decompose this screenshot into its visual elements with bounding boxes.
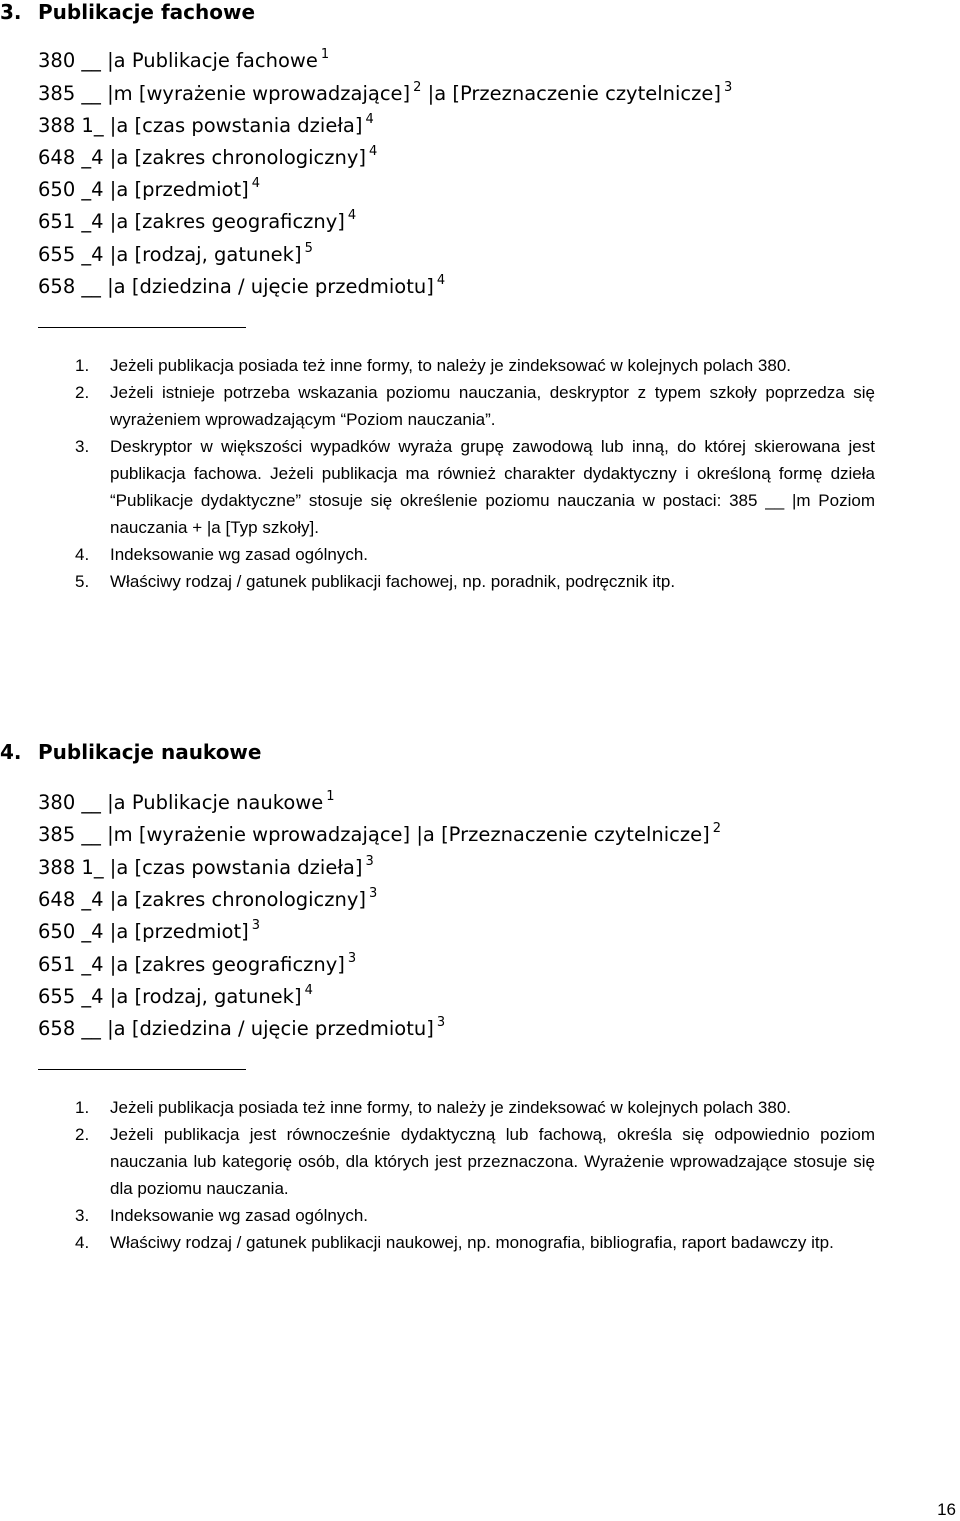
footnote-ref: 2 [712,821,721,836]
marc-field-655: 655 _4 |a [rodzaj, gatunek] $^4$ [38,983,313,1008]
marc-field-388: 388 1_ |a [czas powstania dzieła] $^3$ [38,854,374,879]
footnote-item: 5. Właściwy rodzaj / gatunek publikacji fachowej, np. poradnik, podręcznik itp. [75,572,676,591]
section-3-footnotes [75,352,875,595]
marc-field-658: 658 __ |a [dziedzina / ujęcie przedmiotu] $^4$ [38,273,446,298]
section-3-heading [0,0,255,24]
footnote-item: 3. Indeksowanie wg zasad ogólnych. [75,1206,368,1225]
footnote-ref: 2 [413,80,422,95]
marc-field-380: 380 __ |a Publikacje fachowe $^1$ [38,47,330,72]
marc-field-648: 648 _4 |a [zakres chronologiczny] $^3$ [38,886,378,911]
marc-field-388: 388 1_ |a [czas powstania dzieła] $^4$ [38,112,374,137]
footnote-ref: 3 [724,80,733,95]
footnote-item: 4. Indeksowanie wg zasad ogólnych. [75,545,368,564]
footnote-ref: 3 [436,1015,446,1030]
footnote-ref: 3 [251,918,260,933]
footnote-ref: 4 [347,208,357,223]
marc-field-650: 650 _4 |a [przedmiot] $^4$ [38,176,260,201]
footnote-ref: 3 [347,951,357,966]
footnote-ref: 4 [304,983,313,998]
footnote-ref: 3 [365,854,374,869]
footnote-ref: 4 [251,176,260,191]
footnote-item: 2. Jeżeli istnieje potrzeba wskazania poziomu nauczania, deskryptor z typem szkoły poprzedza się wyrażeniem wprowadzającym “Poziom nauczania”. [75,383,875,429]
marc-field-385: 385 __ |m [wyrażenie wprowadzające] |a [Przeznaczenie czytelnicze] $^2$ [38,821,721,846]
footnote-ref: 1 [320,47,330,62]
footnote-item: 4. Właściwy rodzaj / gatunek publikacji naukowej, np. monografia, bibliografia, raport badawczy itp. [75,1233,834,1252]
marc-field-651: 651 _4 |a [zakres geograficzny] $^4$ [38,208,357,233]
marc-field-650: 650 _4 |a [przedmiot] $^3$ [38,918,260,943]
footnote-ref: 5 [304,241,313,256]
footnote-item: 1. Jeżeli publikacja posiada też inne formy, to należy je zindeksować w kolejnych polach 380. [75,1098,792,1117]
section-4-number: 4. [0,740,22,764]
marc-field-380: 380 __ |a Publikacje naukowe $^1$ [38,789,335,814]
footnote-ref: 4 [365,112,374,127]
footnote-ref: 1 [326,789,335,804]
footnote-ref: 4 [369,144,378,159]
section-4-heading [0,740,261,764]
footnote-item: 3. Deskryptor w większości wypadków wyraża grupę zawodową lub inną, do której skierowana jest publikacja fachowa. Jeżeli publikacja ma również charakter dydaktyczny i określoną formę dzieła “Publikacje dydaktyczne” stosuje się określenie poziomu nauczania w postaci: 385 __ |m Poziom nauczania + |a [Typ szkoły]. [75,437,875,537]
footnote-separator [38,1069,246,1070]
section-4-title: Publikacje naukowe [38,740,262,764]
footnote-ref: 4 [436,273,446,288]
page-number: 16 [937,1500,956,1519]
footnote-ref: 3 [369,886,378,901]
marc-field-655: 655 _4 |a [rodzaj, gatunek] $^5$ [38,241,313,266]
footnote-item: 1. Jeżeli publikacja posiada też inne formy, to należy je zindeksować w kolejnych polach 380. [75,356,792,375]
section-4-footnotes [75,1094,875,1256]
marc-field-648: 648 _4 |a [zakres chronologiczny] $^4$ [38,144,378,169]
marc-field-658: 658 __ |a [dziedzina / ujęcie przedmiotu] $^3$ [38,1015,446,1040]
section-3-title: Publikacje fachowe [38,0,256,24]
footnote-separator [38,327,246,328]
marc-field-651: 651 _4 |a [zakres geograficzny] $^3$ [38,951,357,976]
marc-field-385: 385 __ |m [wyrażenie wprowadzające] $^2$ |a [Przeznaczenie czytelnicze] $^3$ [38,80,733,105]
section-3-number: 3. [0,0,22,24]
footnote-item: 2. Jeżeli publikacja jest równocześnie dydaktyczną lub fachową, określa się odpowiednio poziom nauczania lub kategorię osób, dla których jest przeznaczona. Wyrażenie wprowadzające stosuje się dla poziomu nauczania. [75,1125,875,1198]
